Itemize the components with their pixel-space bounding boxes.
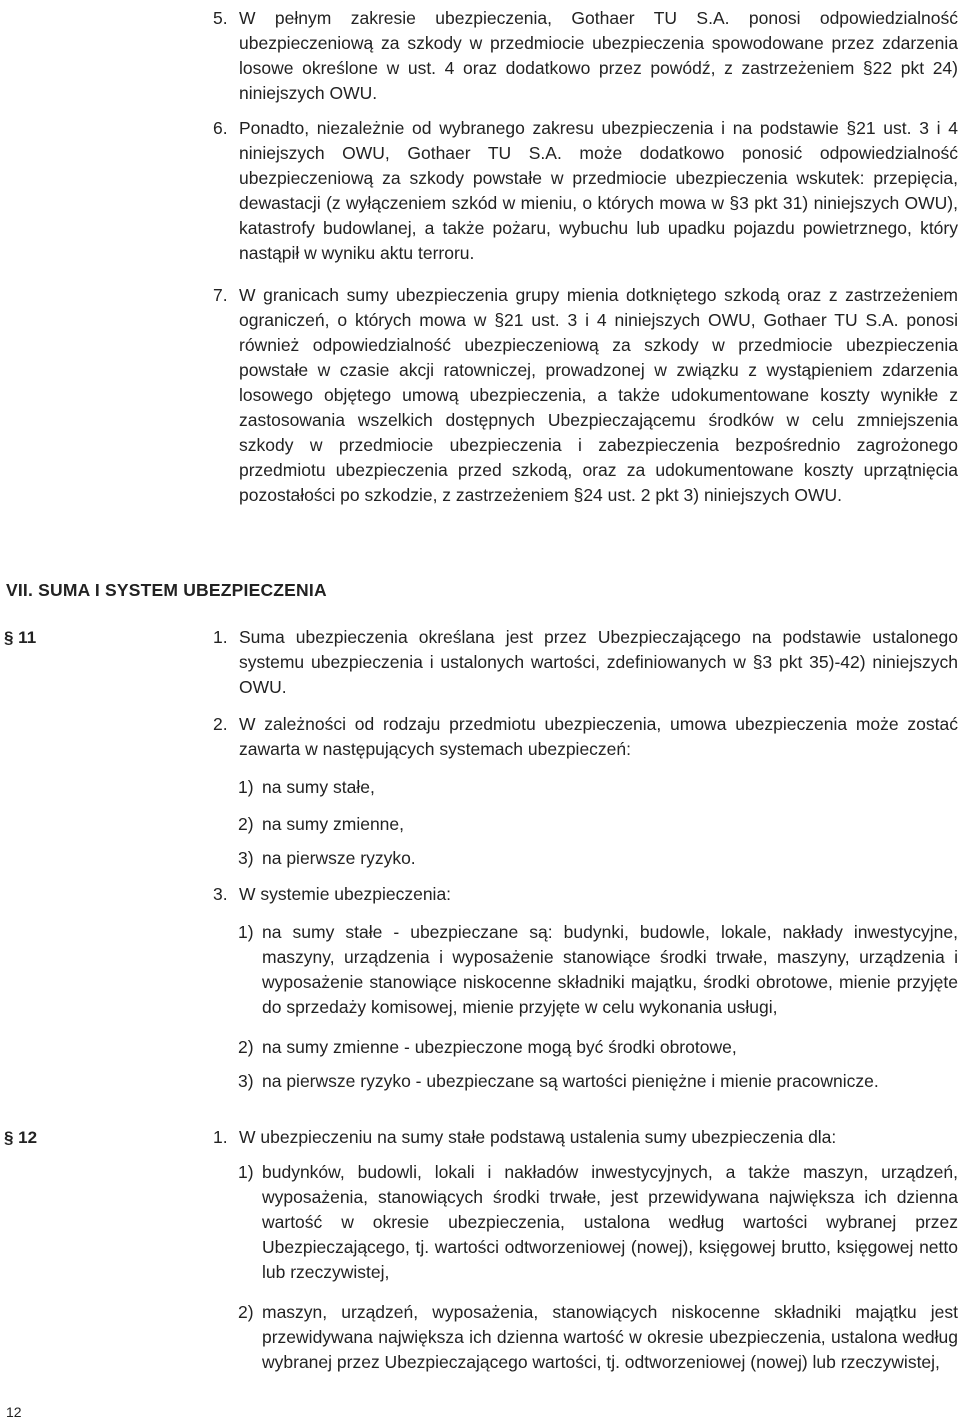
paragraph-mark-11: § 11 [4,628,37,647]
subitem-number: 2) [238,1037,254,1057]
subitem-text: na sumy stałe, [262,777,375,797]
clause-text: W pełnym zakresie ubezpieczenia, Gothaer TU S.A. ponosi odpowiedzialność ubezpieczeniową za szkody w przedmiocie ubezpieczenia spowodowane przez zdarzenia losowe określone w ust. 4 oraz dodatkowo przez powódź, z zastrzeżeniem §22 pkt 24) niniejszych OWU. [239,8,958,103]
subitem-number: 1) [238,922,254,942]
clause-number: 5. [213,8,228,28]
page-number: 12 [6,1404,22,1420]
clause-text: W ubezpieczeniu na sumy stałe podstawą ustalenia sumy ubezpieczenia dla: [239,1127,837,1147]
clause-number: 1. [213,627,228,647]
subitem-text: na sumy stałe - ubezpieczane są: budynki, budowle, lokale, nakłady inwestycyjne, maszyny, urządzenia i wyposażenie stanowiące środki trwałe, maszyny, urządzenia i wyposażenie stanowiące niskocenne składniki majątku, środki obrotowe, mienie przyjęte do sprzedaży komisowej, mienie przyjęte w celu wykonania usługi, [262,922,958,1017]
clause-number: 7. [213,285,228,305]
subitem-number: 3) [238,1071,254,1091]
p11-clause-1 [213,625,958,700]
clause-text: Suma ubezpieczenia określana jest przez Ubezpieczającego na podstawie ustalonego systemu ubezpieczenia i ustalonych wartości, zdefiniowanych w §3 pkt 35)-42) niniejszych OWU. [239,627,958,697]
p11-3-sub-1 [238,920,958,1020]
p11-3-sub-3 [238,1069,958,1094]
clause-text: Ponadto, niezależnie od wybranego zakresu ubezpieczenia i na podstawie §21 ust. 3 i 4 niniejszych OWU, Gothaer TU S.A. może dodatkowo ponosić odpowiedzialność ubezpieczeniową za szkody powstałe w przedmiocie ubezpieczenia wskutek: przepięcia, dewastacji (z wyłączeniem szkód w mieniu, o których mowa w §3 pkt 31) niniejszych OWU), katastrofy budowlanej, a także pożaru, wybuchu lub upadku pojazdu powietrznego, który nastąpił w wyniku aktu terroru. [239,118,958,263]
subitem-text: na pierwsze ryzyko - ubezpieczane są wartości pieniężne i mienie pracownicze. [262,1071,879,1091]
paragraph-mark-12: § 12 [4,1128,38,1147]
section-title: VII. SUMA I SYSTEM UBEZPIECZENIA [6,580,327,600]
subitem-number: 2) [238,814,254,834]
clause-5 [213,6,958,106]
clause-number: 6. [213,118,228,138]
p12-1-sub-2 [238,1300,958,1375]
clause-number: 3. [213,884,228,904]
clause-number: 2. [213,714,228,734]
subitem-text: na sumy zmienne, [262,814,405,834]
clause-7 [213,283,958,508]
subitem-text: budynków, budowli, lokali i nakładów inwestycyjnych, a także maszyn, urządzeń, wyposażenia, stanowiących środki trwałe, jest przewidywana największa ich dzienna wartość w okresie ubezpieczenia, ustalona według wartości wybranej przez Ubezpieczającego, tj. wartości odtworzeniowej (nowej), księgowej brutto, księgowej netto lub rzeczywistej, [262,1162,958,1282]
subitem-text: maszyn, urządzeń, wyposażenia, stanowiących niskocenne składniki majątku jest przewidywana największa ich dzienna wartość w okresie ubezpieczenia, ustalona według wybranej przez Ubezpieczającego wartości, tj. odtworzeniowej (nowej) lub rzeczywistej, [262,1302,958,1372]
clause-6 [213,116,958,266]
p11-3-sub-2 [238,1035,958,1060]
subitem-text: na pierwsze ryzyko. [262,848,416,868]
clause-number: 1. [213,1127,228,1147]
p12-clause-1 [213,1125,958,1150]
p11-2-sub-3 [238,846,958,871]
p11-clause-3 [213,882,958,907]
clause-text: W zależności od rodzaju przedmiotu ubezpieczenia, umowa ubezpieczenia może zostać zawarta w następujących systemach ubezpieczeń: [239,714,958,759]
subitem-text: na sumy zmienne - ubezpieczone mogą być środki obrotowe, [262,1037,737,1057]
p11-clause-2 [213,712,958,762]
p11-2-sub-1 [238,775,958,800]
subitem-number: 2) [238,1302,254,1322]
clause-text: W systemie ubezpieczenia: [239,884,452,904]
subitem-number: 1) [238,1162,254,1182]
subitem-number: 3) [238,848,254,868]
p12-1-sub-1 [238,1160,958,1285]
p11-2-sub-2 [238,812,958,837]
subitem-number: 1) [238,777,254,797]
clause-text: W granicach sumy ubezpieczenia grupy mienia dotkniętego szkodą oraz z zastrzeżeniem ograniczeń, o których mowa w §21 ust. 3 i 4 niniejszych OWU, Gothaer TU S.A. ponosi również odpowiedzialność ubezpieczeniową za szkody w przedmiocie ubezpieczenia powstałe w czasie akcji ratowniczej, prowadzonej w związku z wystąpieniem zdarzenia losowego objętego umową ubezpieczenia, a także udokumentowane koszty wynikłe z zastosowania wszelkich dostępnych Ubezpieczającemu środków w celu zmniejszenia szkody w przedmiocie ubezpieczenia i zabezpieczenia bezpośrednio zagrożonego przedmiotu ubezpieczenia przed szkodą, oraz za udokumentowane koszty uprzątnięcia pozostałości po szkodzie, z zastrzeżeniem §24 ust. 2 pkt 3) niniejszych OWU. [239,285,958,505]
